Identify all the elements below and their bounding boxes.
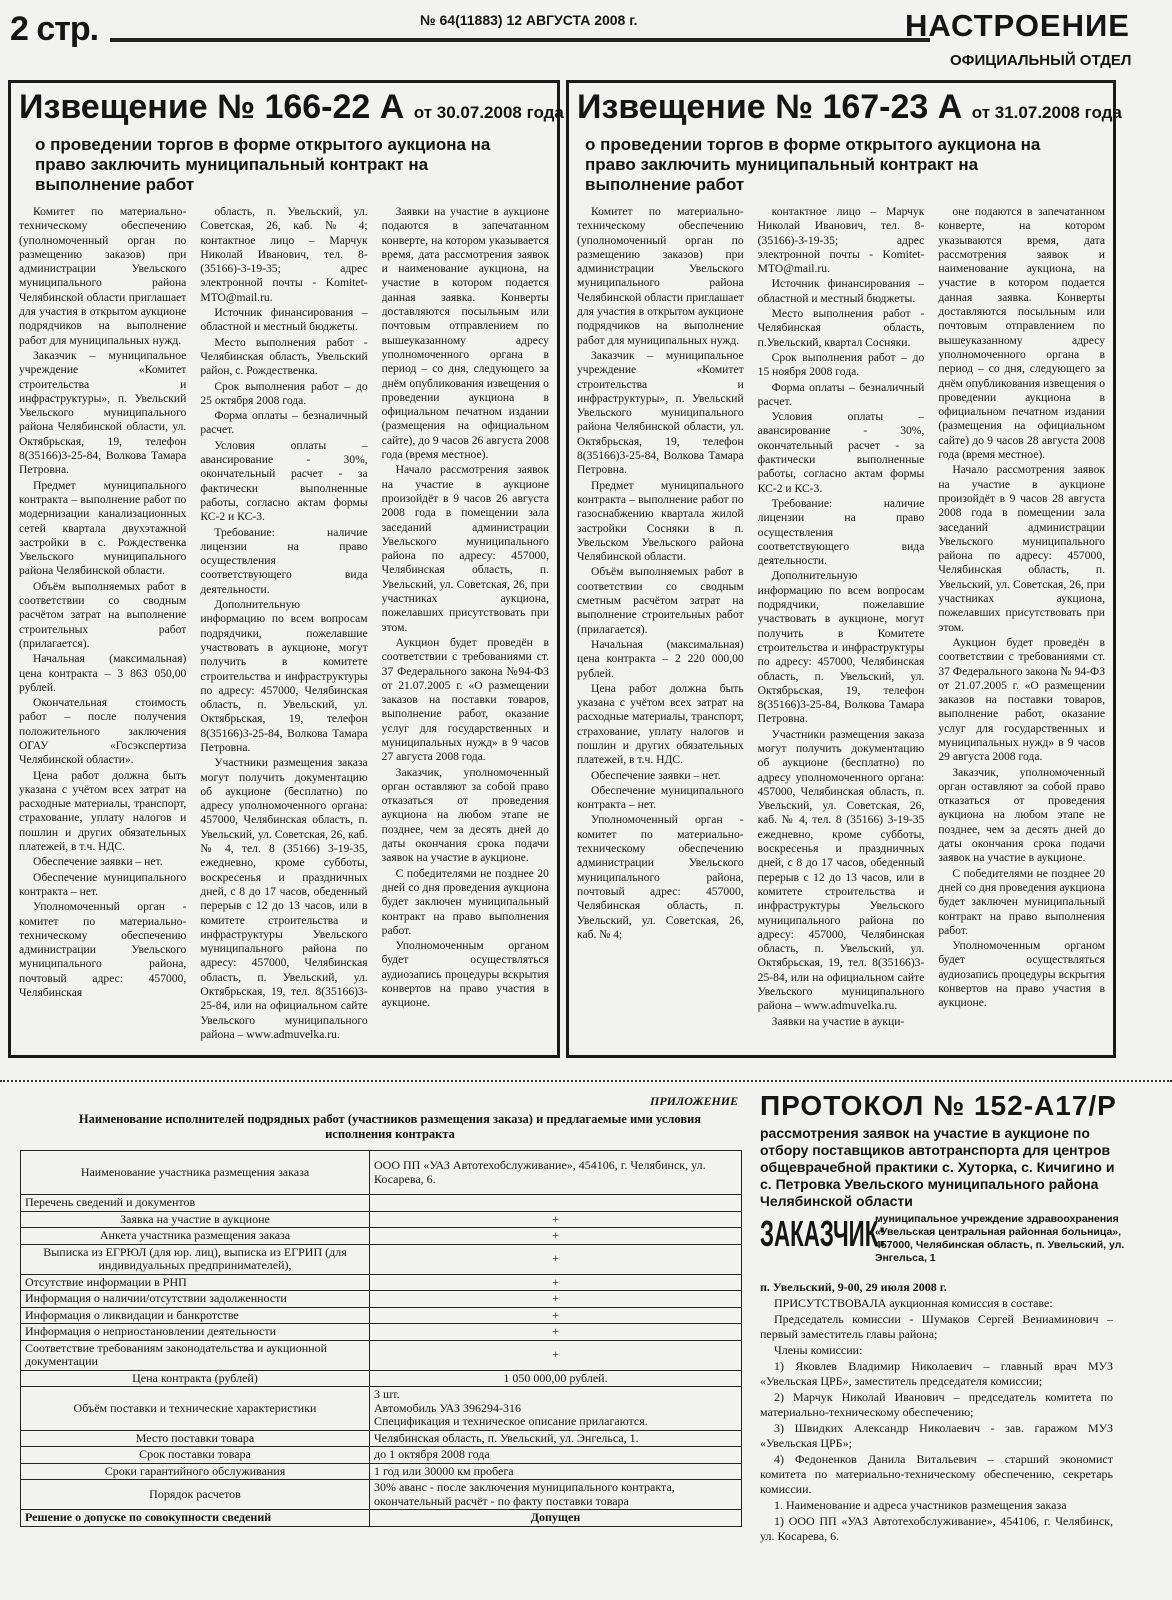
paragraph: Место выполнения работ - Челябинская область, п.Увельский, квартал Сосняки.	[757, 307, 925, 349]
notice-2-columns	[577, 205, 1105, 1075]
row-label: Наименование участника размещения заказа	[21, 1151, 370, 1195]
paragraph: контактное лицо – Марчук Николай Иванович, тел. 8-(35166)-3-19-35; адрес электронной почты - Komitet-MTO@mail.ru.	[757, 205, 925, 276]
paragraph: С победителями не позднее 20 дней со дня проведения аукциона будет заключен муниципальный контракт на право выполнения работ.	[938, 866, 1106, 937]
row-label: Информация о неприостановлении деятельности	[21, 1324, 370, 1341]
paragraph: ПРИСУТСТВОВАЛА аукционная комиссия в составе:	[774, 1296, 1053, 1310]
protocol-title: ПРОТОКОЛ № 152-А17/Р	[760, 1090, 1117, 1121]
paragraph: Форма оплаты – безналичный расчет.	[200, 409, 368, 437]
table-row	[21, 1324, 742, 1341]
paragraph: 1) ООО ПП «УАЗ Автотехобслуживание», 454106, г. Челябинск, ул. Косарева, 6.	[760, 1514, 1113, 1543]
table-row	[21, 1151, 742, 1195]
paragraph: Обеспечение муниципального контракта – нет.	[577, 783, 744, 812]
table-row	[21, 1211, 742, 1228]
paragraph: Уполномоченный орган - комитет по материально-техническому обеспечению администрации Увельского муниципального района, почтовый адрес: 457000, Челябинская область, п. Увельский, ул. Советская, 26, каб. № 4;	[577, 813, 744, 941]
paragraph: Источник финансирования – областной и местный бюджеты.	[757, 277, 925, 305]
paragraph: Председатель комиссии - Шумаков Сергей Вениаминович – первый заместитель главы района;	[760, 1312, 1113, 1341]
customer-text: муниципальное учреждение здравоохранения «Увельская центральная районная больница», 457000, Челябинская область, п. Увельский, ул. Энгельса, 1	[875, 1213, 1125, 1264]
row-label: Объём поставки и технические характеристики	[21, 1387, 370, 1431]
row-value: +	[370, 1291, 742, 1308]
issue-number: № 64(11883) 12 АВГУСТА 2008 г.	[420, 12, 638, 28]
appendix-table	[20, 1150, 742, 1527]
notice-1-subtitle: о проведении торгов в форме открытого аукциона на право заключить муниципальный контракт на выполнение работ	[35, 135, 491, 194]
table-row	[21, 1480, 742, 1510]
notice-2-col-1	[577, 205, 744, 1075]
paragraph: Заказчик – муниципальное учреждение «Комитет строительства и инфраструктуры», п. Увельский Увельского муниципального района Челябинской области, ул. Октябрьская, 19, телефон 8(35166)3-25-84, Волкова Тамара Петровна.	[577, 348, 744, 477]
paragraph: Место выполнения работ - Челябинская область, Увельский район, с. Рождественка.	[200, 335, 368, 378]
paragraph: Комитет по материально-техническому обеспечению (уполномоченный орган по размещению заказов) при администрации Увельского муниципального района Челябинской области приглашает для участия в открытом аукционе подрядчиков на выполнение работ для муниципальных нужд.	[577, 205, 744, 347]
paragraph: Уполномоченным органом будет осуществляться аудиозапись процедуры вскрытия конвертов на право участия в аукционе.	[381, 939, 549, 1010]
paragraph: Требование: наличие лицензии на право осуществления соответствующего вида деятельности.	[757, 496, 925, 568]
row-value: ООО ПП «УАЗ Автотехобслуживание», 454106, г. Челябинск, ул. Косарева, 6.	[370, 1151, 742, 1195]
paragraph: Обеспечение муниципального контракта – нет.	[19, 870, 187, 898]
table-row	[21, 1370, 742, 1387]
notice-2-col-3	[938, 205, 1105, 1075]
notice-1	[8, 80, 564, 1058]
row-value: +	[370, 1274, 742, 1291]
paragraph: Заявки на участие в аукци-	[771, 1014, 905, 1028]
paragraph: Начальная (максимальная) цена контракта – 3 863 050,00 рублей.	[19, 652, 187, 694]
row-value: 3 шт. Автомобиль УАЗ 396294-316 Спецификация и техническое описание прилагаются.	[370, 1387, 742, 1431]
appendix-table-body	[21, 1151, 742, 1527]
paragraph: Дополнительную информацию по всем вопросам подрядчики, пожелавшие участвовать в аукционе, могут получить в Комитете строительства и инфраструктуры по адресу: 457000, Челябинская область, п. Увельский, ул. Октябрьская, 19, телефон 8(35166)3-25-84, Волкова Тамара Петровна.	[757, 569, 925, 726]
row-label: Информация о наличии/отсутствии задолженности	[21, 1291, 370, 1308]
paragraph: Цена работ должна быть указана с учётом всех затрат на расходные материалы, транспорт, страхование, уплату налогов и пошлин и других обязательных платежей, в т.ч. НДС.	[577, 681, 744, 767]
header-rule	[110, 38, 930, 42]
paragraph: Заказчик – муниципальное учреждение «Комитет строительства и инфраструктуры», п. Увельский Увельского муниципального района Челябинской области, ул. Октябрьская, 19, телефон 8(35166)3-25-84, Волкова Тамара Петровна.	[19, 348, 187, 477]
row-label: Отсутствие информации в РНП	[21, 1274, 370, 1291]
table-row	[21, 1447, 742, 1464]
section-title: НАСТРОЕНИЕ	[905, 8, 1130, 43]
paragraph: Условия оплаты – авансирование - 30%, окончательный расчет - за фактически выполненные работы, согласно актам формы КС-2 и КС-3.	[200, 438, 368, 524]
table-row	[21, 1307, 742, 1324]
paragraph: 1. Наименование и адреса участников размещения заказа	[774, 1498, 1067, 1512]
paragraph: Заказчик, уполномоченный орган оставляют за собой право отказаться от проведения аукциона на любом этапе не позднее, чем за десять дней до даты окончания срока подачи заявок на участие в аукционе.	[381, 765, 549, 865]
paragraph: 4) Федоненков Данила Витальевич – старший экономист комитета по материально-техническому обеспечению, секретарь комиссии.	[760, 1452, 1113, 1496]
paragraph: Срок выполнения работ – до 25 октября 2008 года.	[200, 379, 368, 407]
table-row	[21, 1228, 742, 1245]
row-label: Место поставки товара	[21, 1430, 370, 1447]
customer-label: ЗАКАЗЧИК:	[760, 1213, 886, 1254]
protocol-subtitle: рассмотрения заявок на участие в аукционе по отбору поставщиков автотранспорта для центров общеврачебной практики с. Хуторка, с. Кичигино и с. Петровка Увельского муниципального района Челябинской области	[760, 1125, 1115, 1209]
paragraph: Окончательная стоимость работ – после получения положительного заключения ОГАУ «Госэкспертиза Челябинской области».	[19, 696, 187, 767]
paragraph: С победителями не позднее 20 дней со дня проведения аукциона будет заключен муниципальный контракт на право выполнения работ.	[381, 866, 549, 937]
table-row	[21, 1274, 742, 1291]
row-value: +	[370, 1307, 742, 1324]
paragraph: Форма оплаты – безналичный расчет.	[757, 380, 925, 408]
notice-2-subtitle: о проведении торгов в форме открытого аукциона на право заключить муниципальный контракт на выполнение работ	[585, 135, 1041, 194]
paragraph: Цена работ должна быть указана с учётом всех затрат на расходные материалы, транспорт, страхование, уплату налогов и пошлин и других обязательных платежей, в т.ч. НДС.	[19, 768, 187, 854]
row-label: Срок поставки товара	[21, 1447, 370, 1464]
paragraph: Условия оплаты – авансирование - 30%, окончательный расчет - за фактически выполненные работы, согласно актам формы КС-2 и КС-3.	[757, 410, 925, 495]
notice-1-number: Извещение № 166-22 А	[19, 88, 405, 126]
row-value	[370, 1195, 742, 1212]
paragraph: 1) Яковлев Владимир Николаевич – главный врач МУЗ «Увельская ЦРБ», заместитель председателя комиссии;	[760, 1359, 1113, 1388]
notice-1-col-1	[19, 205, 186, 1075]
table-row	[21, 1387, 742, 1431]
paragraph: Предмет муниципального контракта – выполнение работ по модернизации канализационных сетей квартала двухэтажной застройки в с. Рождественка Увельского муниципального района Челябинской области.	[19, 478, 187, 578]
row-value: 1 050 000,00 рублей.	[370, 1370, 742, 1387]
paragraph: Обеспечение заявки – нет.	[591, 768, 721, 782]
notice-2	[566, 80, 1122, 1058]
notice-1-col-3	[382, 205, 549, 1075]
paragraph: Предмет муниципального контракта – выполнение работ по газоснабжению квартала жилой застройки Сосняки в п. Увельском Увельского района Челябинской области.	[577, 478, 744, 564]
paragraph: Начало рассмотрения заявок на участие в аукционе произойдёт в 9 часов 28 августа 2008 года в помещении зала заседаний администрации Увельского муниципального района по адресу: 457000, Челябинская область, п. Увельский, ул. Советская, 26, при участниках аукциона, пожелавших присутствовать при этом.	[938, 463, 1106, 634]
table-row	[21, 1463, 742, 1480]
paragraph: Аукцион будет проведён в соответствии с требованиями ст. 37 Федерального закона №94-ФЗ от 21.07.2005 г. «О размещении заказов на поставки товаров, выполнение работ, оказание услуг для государственных и муниципальных нужд» в 9 часов 27 августа 2008 года.	[381, 635, 549, 764]
appendix-heading: Наименование исполнителей подрядных работ (участников размещения заказа) и предлагаемые ими условия исполнения контракта	[78, 1112, 702, 1141]
row-label: Выписка из ЕГРЮЛ (для юр. лиц), выписка из ЕГРИП (для индивидуальных предпринимателей),	[21, 1244, 370, 1274]
row-value: +	[370, 1340, 742, 1370]
appendix-label: ПРИЛОЖЕНИЕ	[650, 1094, 739, 1108]
paragraph: Заявки на участие в аукционе подаются в запечатанном конверте, на котором указывается время, дата рассмотрения заявок и наименование аукциона, на участие в котором подается данная заявка. Конверты доставляются посыльным или почтовым отправлением по вышеуказанному адресу уполномоченного органа в период – со дня, следующего за днём опубликования извещения о проведении аукциона в официальном печатном издании (размещения на официальном сайте), до 9 часов 26 августа 2008 года (время местное).	[381, 205, 549, 462]
paragraph: оне подаются в запечатанном конверте, на котором указываются время, дата рассмотрения заявок и наименование аукциона, на участие в котором подается данная заявка. Конверты доставляются посыльным или почтовым отправлением по вышеуказанному адресу уполномоченного органа в период – со дня, следующего за днём опубликования извещения о проведении аукциона в официальном печатном издании (размещения на официальном сайте) до 9 часов 28 августа 2008 года (время местное).	[938, 205, 1106, 462]
row-value: +	[370, 1324, 742, 1341]
table-row	[21, 1510, 742, 1527]
page-number: 2 стр.	[10, 10, 99, 48]
row-label: Соответствие требованиям законодательства и аукционной документации	[21, 1340, 370, 1370]
notice-2-title	[577, 88, 1122, 131]
notice-2-col-2	[758, 205, 925, 1075]
notice-1-date: от 30.07.2008 года	[413, 103, 564, 122]
notice-2-date: от 31.07.2008 года	[971, 103, 1122, 122]
paragraph: Участники размещения заказа могут получить документацию об аукционе (бесплатно) по адресу уполномоченного органа: 457000, Челябинская область, п. Увельский, ул. Советская, 26, каб. № 4, тел. 8 (35166) 3-19-35, ежедневно, кроме субботы, воскресенья и праздничных дней, с 8 до 17 часов, обеденный перерыв с 12 до 13 часов, или в комитете строительства и инфраструктуры Увельского муниципального района по адресу: 457000, Челябинская область, п. Увельский, ул. Октябрьская, 19, тел. 8(35166)3-25-84, или на официальном сайте Увельского муниципального района – www.admuvelka.ru.	[200, 756, 368, 1041]
paragraph: Срок выполнения работ – до 15 ноября 2008 года.	[757, 350, 925, 379]
notice-1-col-2	[200, 205, 367, 1075]
row-value: +	[370, 1228, 742, 1245]
row-label: Сроки гарантийного обслуживания	[21, 1463, 370, 1480]
row-value: до 1 октября 2008 года	[370, 1447, 742, 1464]
notice-1-columns	[19, 205, 549, 1075]
paragraph: Объём выполняемых работ в соответствии со сводным сметным расчётом затрат на выполнение строительных работ (прилагается).	[577, 565, 744, 636]
row-value: +	[370, 1244, 742, 1274]
paragraph: Объём выполняемых работ в соответствии со сводным расчётом затрат на выполнение строительных работ (прилагается).	[19, 579, 187, 650]
paragraph: 3) Швидких Александр Николаевич - зав. гаражом МУЗ «Увельская ЦРБ»;	[760, 1421, 1113, 1450]
paragraph: Требование: наличие лицензии на право осуществления соответствующего вида деятельности.	[200, 525, 368, 596]
row-value: 30% аванс - после заключения муниципального контракта, окончательный расчёт - по факту поставки товара	[370, 1480, 742, 1510]
paragraph: Аукцион будет проведён в соответствии с требованиями ст. 37 Федерального закона № 94-ФЗ от 21.07.2005 г. «О размещении заказов на поставки товаров, выполнение работ, оказание услуг для государственных и муниципальных нужд» в 9 часов 29 августа 2008 года.	[938, 635, 1106, 764]
section-divider	[0, 1080, 1172, 1082]
paragraph: область, п. Увельский, ул. Советская, 26, каб. № 4; контактное лицо – Марчук Николай Иванович, тел. 8-(35166)-3-19-35; адрес электронной почты - Komitet-MTO@mail.ru.	[200, 205, 368, 304]
paragraph: Члены комиссии:	[774, 1343, 863, 1357]
table-row	[21, 1244, 742, 1274]
section-subtitle: ОФИЦИАЛЬНЫЙ ОТДЕЛ	[950, 52, 1132, 69]
table-row	[21, 1340, 742, 1370]
row-label: Анкета участника размещения заказа	[21, 1228, 370, 1245]
row-label: Заявка на участие в аукционе	[21, 1211, 370, 1228]
paragraph: Дополнительную информацию по всем вопросам подрядчики, пожелавшие участвовать в аукционе, могут получить в комитете строительства и инфраструктуры по адресу: 457000, Челябинская область, п. Увельский, ул. Октябрьская, 19, телефон 8(35166)3-25-84, Волкова Тамара Петровна.	[200, 598, 368, 754]
paragraph: 2) Марчук Николай Иванович – председатель комитета по материально-техническому обеспечению;	[760, 1390, 1113, 1419]
paragraph: Начальная (максимальная) цена контракта – 2 220 000,00 рублей.	[577, 637, 744, 680]
row-label: Порядок расчетов	[21, 1480, 370, 1510]
table-row	[21, 1291, 742, 1308]
table-row	[21, 1195, 742, 1212]
row-label: Цена контракта (рублей)	[21, 1370, 370, 1387]
paragraph: Заказчик, уполномоченный орган оставляют за собой право отказаться от проведения аукциона на любом этапе не позднее, чем за десять дней до даты окончания срока подачи заявок на участие в аукционе.	[938, 765, 1106, 865]
table-row	[21, 1430, 742, 1447]
row-label: Информация о ликвидации и банкротстве	[21, 1307, 370, 1324]
protocol-body	[760, 1296, 1113, 1545]
paragraph: Уполномоченным органом будет осуществляться аудиозапись процедуры вскрытия конвертов на право участия в аукционе.	[938, 939, 1106, 1010]
paragraph: Обеспечение заявки – нет.	[33, 855, 163, 869]
row-label: Решение о допуске по совокупности сведений	[21, 1510, 370, 1527]
row-label: Перечень сведений и документов	[21, 1195, 370, 1212]
paragraph: Участники размещения заказа могут получить документацию об аукционе (бесплатно) по адресу уполномоченного органа: 457000, Челябинская область, п. Увельский, ул. Советская, 26, каб. № 4, тел. 8 (35166) 3-19-35 ежедневно, кроме субботы, воскресенья и праздничных дней, с 8 до 17 часов, обеденный перерыв с 12 до 13 часов, или в комитете строительства и инфраструктуры Увельского муниципального района по адресу: 457000, Челябинская область, п. Увельский, ул. Октябрьская, 19, тел. 8(35166)3-25-84, или на официальном сайте Увельского муниципального района – www.admuvelka.ru.	[757, 727, 925, 1013]
paragraph: Уполномоченный орган - комитет по материально-техническому обеспечению администрации Увельского муниципального района, почтовый адрес: 457000, Челябинская	[19, 900, 187, 1000]
protocol-place-time: п. Увельский, 9-00, 29 июля 2008 г.	[760, 1280, 947, 1294]
row-value: Допущен	[370, 1510, 742, 1527]
paragraph: Начало рассмотрения заявок на участие в аукционе произойдёт в 9 часов 26 августа 2008 года в помещении зала заседаний администрации Увельского муниципального района по адресу: 457000, Челябинская область, п. Увельский, ул. Советская, 26, при участниках аукциона, пожелавших присутствовать при этом.	[381, 463, 549, 634]
notice-2-number: Извещение № 167-23 А	[577, 88, 963, 126]
paragraph: Источник финансирования – областной и местный бюджеты.	[200, 306, 368, 334]
notice-1-title	[19, 88, 564, 131]
row-value: Челябинская область, п. Увельский, ул. Энгельса, 1.	[370, 1430, 742, 1447]
row-value: 1 год или 30000 км пробега	[370, 1463, 742, 1480]
row-value: +	[370, 1211, 742, 1228]
paragraph: Комитет по материально-техническому обеспечению (уполномоченный орган по размещению заказов) при администрации Увельского муниципального района Челябинской области приглашает для участия в открытом аукционе подрядчиков на выполнение работ для муниципальных нужд.	[19, 205, 187, 347]
